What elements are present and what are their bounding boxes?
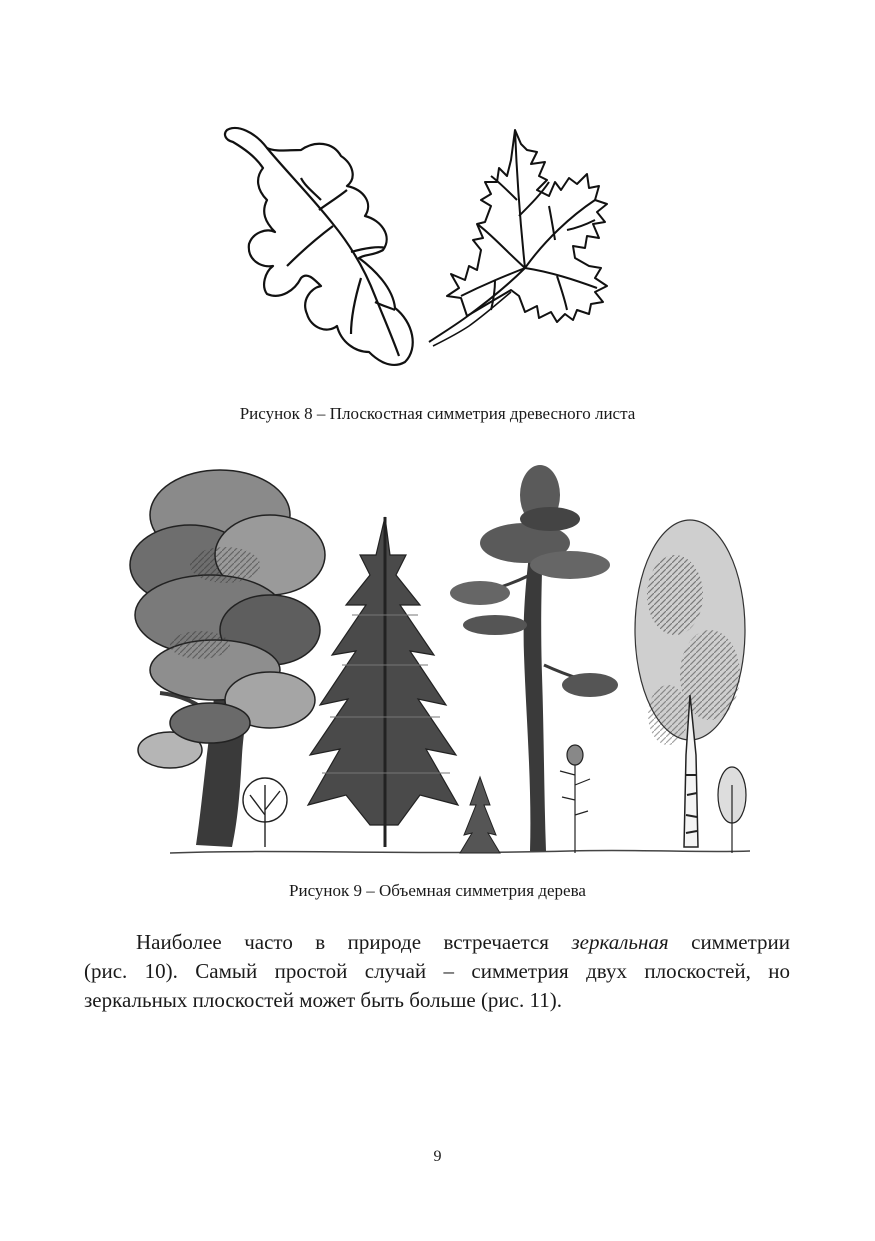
figure-9-caption: Рисунок 9 – Объемная симметрия дерева — [289, 881, 586, 900]
paragraph-line-2: (рис. 10). Самый простой случай – симметрия двух плоскостей, но — [84, 959, 790, 983]
figure-9-trees — [120, 455, 760, 860]
small-spruce-drawing — [460, 777, 500, 853]
oak-tree-drawing — [130, 470, 325, 847]
maple-leaf-drawing — [429, 130, 607, 346]
paragraph-line-3: зеркальных плоскостей может быть больше (рис. 11). — [84, 988, 562, 1012]
emphasized-term: зеркальная — [571, 930, 669, 954]
small-birch-drawing — [718, 767, 746, 853]
figure-8-caption: Рисунок 8 – Плоскостная симметрия древесного листа — [239, 404, 636, 423]
figure-8-leaves — [215, 120, 655, 370]
oak-leaf-drawing — [225, 128, 413, 365]
small-pine-drawing — [560, 745, 590, 853]
page-number: 9 — [433, 1148, 442, 1165]
body-paragraph — [84, 928, 790, 1015]
paragraph-line-1: Наиболее часто в природе встречается зеркальная симметрии — [136, 930, 790, 954]
small-tree-drawing — [243, 778, 287, 847]
spruce-tree-drawing — [308, 517, 458, 847]
